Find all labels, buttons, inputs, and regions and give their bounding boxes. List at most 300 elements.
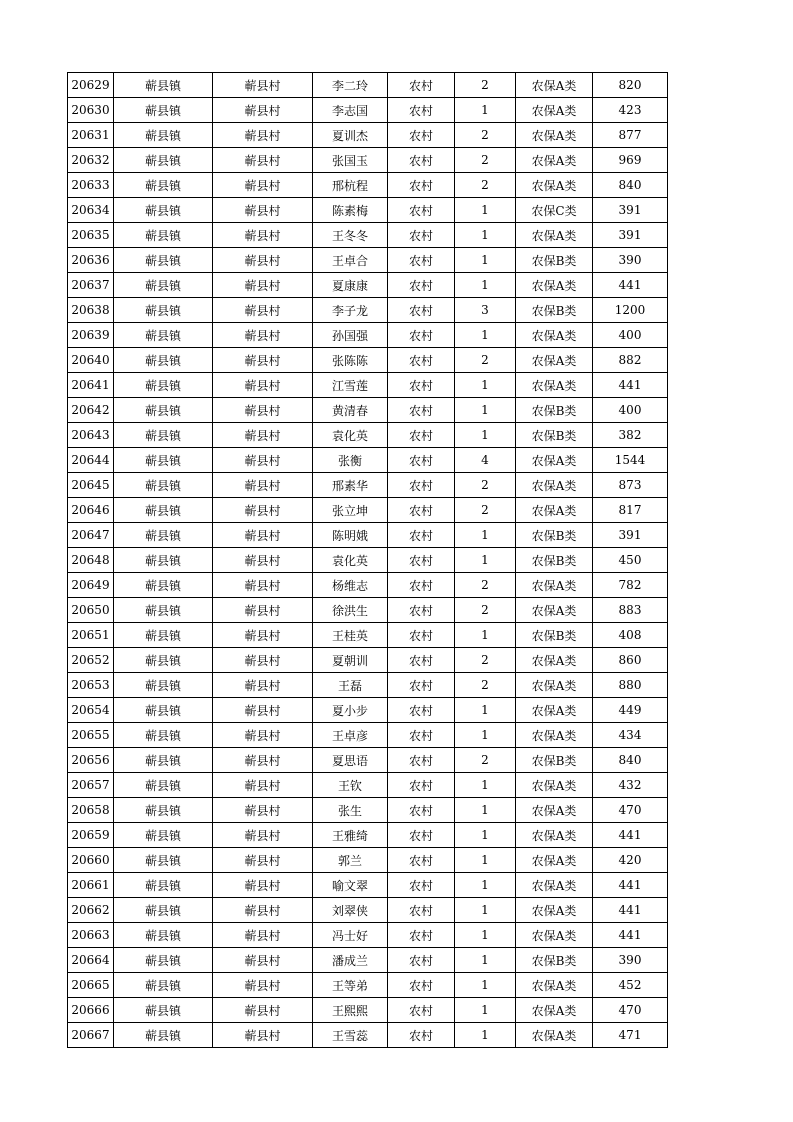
- name-cell: 夏朝训: [313, 648, 388, 673]
- village-cell: 蕲县村: [213, 498, 313, 523]
- town-cell: 蕲县镇: [114, 973, 213, 998]
- household-type-cell: 农村: [388, 648, 455, 673]
- member-count-cell: 2: [455, 498, 516, 523]
- name-cell: 冯士好: [313, 923, 388, 948]
- name-cell: 袁化英: [313, 548, 388, 573]
- record-id-cell: 20666: [68, 998, 114, 1023]
- household-type-cell: 农村: [388, 973, 455, 998]
- table-row: [68, 123, 668, 148]
- record-id-cell: 20634: [68, 198, 114, 223]
- member-count-cell: 2: [455, 573, 516, 598]
- household-type-cell: 农村: [388, 748, 455, 773]
- record-id-cell: 20648: [68, 548, 114, 573]
- town-cell: 蕲县镇: [114, 898, 213, 923]
- household-type-cell: 农村: [388, 198, 455, 223]
- insurance-class-cell: 农保B类: [516, 523, 593, 548]
- village-cell: 蕲县村: [213, 1023, 313, 1048]
- household-type-cell: 农村: [388, 373, 455, 398]
- town-cell: 蕲县镇: [114, 623, 213, 648]
- name-cell: 王等弟: [313, 973, 388, 998]
- member-count-cell: 1: [455, 723, 516, 748]
- town-cell: 蕲县镇: [114, 73, 213, 98]
- amount-cell: 441: [593, 373, 668, 398]
- household-type-cell: 农村: [388, 898, 455, 923]
- amount-cell: 820: [593, 73, 668, 98]
- village-cell: 蕲县村: [213, 423, 313, 448]
- member-count-cell: 1: [455, 523, 516, 548]
- name-cell: 夏训杰: [313, 123, 388, 148]
- name-cell: 王卓合: [313, 248, 388, 273]
- amount-cell: 423: [593, 98, 668, 123]
- member-count-cell: 1: [455, 248, 516, 273]
- record-id-cell: 20652: [68, 648, 114, 673]
- record-id-cell: 20632: [68, 148, 114, 173]
- member-count-cell: 2: [455, 73, 516, 98]
- household-type-cell: 农村: [388, 98, 455, 123]
- insurance-class-cell: 农保B类: [516, 548, 593, 573]
- town-cell: 蕲县镇: [114, 498, 213, 523]
- village-cell: 蕲县村: [213, 323, 313, 348]
- name-cell: 陈素梅: [313, 198, 388, 223]
- table-row: [68, 423, 668, 448]
- household-type-cell: 农村: [388, 598, 455, 623]
- record-id-cell: 20647: [68, 523, 114, 548]
- household-type-cell: 农村: [388, 473, 455, 498]
- name-cell: 夏思语: [313, 748, 388, 773]
- name-cell: 王冬冬: [313, 223, 388, 248]
- town-cell: 蕲县镇: [114, 548, 213, 573]
- record-id-cell: 20635: [68, 223, 114, 248]
- table-row: [68, 1023, 668, 1048]
- village-cell: 蕲县村: [213, 273, 313, 298]
- table-row: [68, 223, 668, 248]
- village-cell: 蕲县村: [213, 148, 313, 173]
- town-cell: 蕲县镇: [114, 248, 213, 273]
- town-cell: 蕲县镇: [114, 198, 213, 223]
- amount-cell: 400: [593, 398, 668, 423]
- insurance-class-cell: 农保A类: [516, 323, 593, 348]
- village-cell: 蕲县村: [213, 398, 313, 423]
- insurance-class-cell: 农保A类: [516, 273, 593, 298]
- amount-cell: 873: [593, 473, 668, 498]
- household-type-cell: 农村: [388, 623, 455, 648]
- town-cell: 蕲县镇: [114, 348, 213, 373]
- record-id-cell: 20641: [68, 373, 114, 398]
- amount-cell: 883: [593, 598, 668, 623]
- record-id-cell: 20631: [68, 123, 114, 148]
- household-type-cell: 农村: [388, 498, 455, 523]
- record-id-cell: 20638: [68, 298, 114, 323]
- insurance-class-cell: 农保A类: [516, 673, 593, 698]
- town-cell: 蕲县镇: [114, 298, 213, 323]
- village-cell: 蕲县村: [213, 898, 313, 923]
- town-cell: 蕲县镇: [114, 523, 213, 548]
- member-count-cell: 1: [455, 698, 516, 723]
- member-count-cell: 3: [455, 298, 516, 323]
- town-cell: 蕲县镇: [114, 473, 213, 498]
- name-cell: 张立坤: [313, 498, 388, 523]
- table-row: [68, 948, 668, 973]
- town-cell: 蕲县镇: [114, 723, 213, 748]
- amount-cell: 1544: [593, 448, 668, 473]
- town-cell: 蕲县镇: [114, 173, 213, 198]
- member-count-cell: 2: [455, 598, 516, 623]
- table-row: [68, 698, 668, 723]
- name-cell: 王钦: [313, 773, 388, 798]
- record-id-cell: 20646: [68, 498, 114, 523]
- member-count-cell: 1: [455, 798, 516, 823]
- name-cell: 张国玉: [313, 148, 388, 173]
- household-type-cell: 农村: [388, 848, 455, 873]
- name-cell: 夏康康: [313, 273, 388, 298]
- insurance-class-cell: 农保A类: [516, 223, 593, 248]
- insurance-class-cell: 农保A类: [516, 898, 593, 923]
- village-cell: 蕲县村: [213, 373, 313, 398]
- member-count-cell: 1: [455, 773, 516, 798]
- name-cell: 邢素华: [313, 473, 388, 498]
- village-cell: 蕲县村: [213, 973, 313, 998]
- table-row: [68, 73, 668, 98]
- name-cell: 黄清春: [313, 398, 388, 423]
- record-id-cell: 20665: [68, 973, 114, 998]
- record-id-cell: 20651: [68, 623, 114, 648]
- table-row: [68, 648, 668, 673]
- table-row: [68, 148, 668, 173]
- household-type-cell: 农村: [388, 698, 455, 723]
- member-count-cell: 1: [455, 548, 516, 573]
- member-count-cell: 1: [455, 423, 516, 448]
- town-cell: 蕲县镇: [114, 398, 213, 423]
- name-cell: 李志国: [313, 98, 388, 123]
- record-id-cell: 20639: [68, 323, 114, 348]
- table-row: [68, 848, 668, 873]
- household-type-cell: 农村: [388, 723, 455, 748]
- village-cell: 蕲县村: [213, 773, 313, 798]
- amount-cell: 470: [593, 798, 668, 823]
- insurance-class-cell: 农保A类: [516, 348, 593, 373]
- table-row: [68, 473, 668, 498]
- household-type-cell: 农村: [388, 423, 455, 448]
- member-count-cell: 2: [455, 473, 516, 498]
- member-count-cell: 1: [455, 873, 516, 898]
- village-cell: 蕲县村: [213, 873, 313, 898]
- amount-cell: 390: [593, 248, 668, 273]
- insurance-class-cell: 农保A类: [516, 573, 593, 598]
- table-row: [68, 523, 668, 548]
- amount-cell: 441: [593, 823, 668, 848]
- member-count-cell: 1: [455, 373, 516, 398]
- amount-cell: 441: [593, 873, 668, 898]
- village-cell: 蕲县村: [213, 798, 313, 823]
- amount-cell: 882: [593, 348, 668, 373]
- insurance-class-cell: 农保C类: [516, 198, 593, 223]
- record-id-cell: 20659: [68, 823, 114, 848]
- table-row: [68, 773, 668, 798]
- table-row: [68, 598, 668, 623]
- amount-cell: 817: [593, 498, 668, 523]
- village-cell: 蕲县村: [213, 198, 313, 223]
- amount-cell: 441: [593, 898, 668, 923]
- table-body: [68, 73, 668, 1048]
- village-cell: 蕲县村: [213, 848, 313, 873]
- amount-cell: 969: [593, 148, 668, 173]
- village-cell: 蕲县村: [213, 698, 313, 723]
- town-cell: 蕲县镇: [114, 448, 213, 473]
- household-type-cell: 农村: [388, 248, 455, 273]
- record-id-cell: 20636: [68, 248, 114, 273]
- town-cell: 蕲县镇: [114, 98, 213, 123]
- record-id-cell: 20653: [68, 673, 114, 698]
- insurance-class-cell: 农保A类: [516, 798, 593, 823]
- member-count-cell: 1: [455, 923, 516, 948]
- record-id-cell: 20637: [68, 273, 114, 298]
- insurance-class-cell: 农保A类: [516, 723, 593, 748]
- town-cell: 蕲县镇: [114, 573, 213, 598]
- household-type-cell: 农村: [388, 573, 455, 598]
- town-cell: 蕲县镇: [114, 373, 213, 398]
- town-cell: 蕲县镇: [114, 673, 213, 698]
- insurance-class-cell: 农保A类: [516, 448, 593, 473]
- amount-cell: 441: [593, 273, 668, 298]
- town-cell: 蕲县镇: [114, 648, 213, 673]
- household-type-cell: 农村: [388, 523, 455, 548]
- record-id-cell: 20663: [68, 923, 114, 948]
- insurance-class-cell: 农保B类: [516, 298, 593, 323]
- village-cell: 蕲县村: [213, 98, 313, 123]
- member-count-cell: 2: [455, 648, 516, 673]
- amount-cell: 420: [593, 848, 668, 873]
- name-cell: 江雪莲: [313, 373, 388, 398]
- table-row: [68, 623, 668, 648]
- village-cell: 蕲县村: [213, 523, 313, 548]
- household-type-cell: 农村: [388, 998, 455, 1023]
- table-row: [68, 348, 668, 373]
- insurance-class-cell: 农保A类: [516, 923, 593, 948]
- insurance-class-cell: 农保B类: [516, 398, 593, 423]
- table-row: [68, 448, 668, 473]
- record-id-cell: 20643: [68, 423, 114, 448]
- household-type-cell: 农村: [388, 148, 455, 173]
- record-id-cell: 20660: [68, 848, 114, 873]
- member-count-cell: 2: [455, 348, 516, 373]
- village-cell: 蕲县村: [213, 823, 313, 848]
- name-cell: 杨维志: [313, 573, 388, 598]
- insurance-class-cell: 农保A类: [516, 598, 593, 623]
- household-type-cell: 农村: [388, 448, 455, 473]
- name-cell: 王磊: [313, 673, 388, 698]
- amount-cell: 449: [593, 698, 668, 723]
- data-table: [67, 72, 668, 1048]
- insurance-class-cell: 农保A类: [516, 98, 593, 123]
- household-type-cell: 农村: [388, 548, 455, 573]
- table-row: [68, 748, 668, 773]
- table-row: [68, 323, 668, 348]
- insurance-class-cell: 农保A类: [516, 998, 593, 1023]
- insurance-class-cell: 农保A类: [516, 473, 593, 498]
- table-row: [68, 298, 668, 323]
- record-id-cell: 20661: [68, 873, 114, 898]
- household-type-cell: 农村: [388, 73, 455, 98]
- name-cell: 张陈陈: [313, 348, 388, 373]
- member-count-cell: 1: [455, 898, 516, 923]
- amount-cell: 880: [593, 673, 668, 698]
- household-type-cell: 农村: [388, 823, 455, 848]
- member-count-cell: 2: [455, 123, 516, 148]
- member-count-cell: 1: [455, 823, 516, 848]
- table-row: [68, 198, 668, 223]
- village-cell: 蕲县村: [213, 548, 313, 573]
- village-cell: 蕲县村: [213, 673, 313, 698]
- amount-cell: 470: [593, 998, 668, 1023]
- table-row: [68, 273, 668, 298]
- amount-cell: 432: [593, 773, 668, 798]
- village-cell: 蕲县村: [213, 598, 313, 623]
- insurance-class-cell: 农保A类: [516, 148, 593, 173]
- amount-cell: 408: [593, 623, 668, 648]
- amount-cell: 452: [593, 973, 668, 998]
- household-type-cell: 农村: [388, 1023, 455, 1048]
- name-cell: 夏小步: [313, 698, 388, 723]
- village-cell: 蕲县村: [213, 123, 313, 148]
- village-cell: 蕲县村: [213, 948, 313, 973]
- insurance-class-cell: 农保A类: [516, 973, 593, 998]
- table-row: [68, 498, 668, 523]
- town-cell: 蕲县镇: [114, 148, 213, 173]
- record-id-cell: 20650: [68, 598, 114, 623]
- amount-cell: 391: [593, 523, 668, 548]
- name-cell: 袁化英: [313, 423, 388, 448]
- household-type-cell: 农村: [388, 798, 455, 823]
- amount-cell: 400: [593, 323, 668, 348]
- town-cell: 蕲县镇: [114, 423, 213, 448]
- village-cell: 蕲县村: [213, 223, 313, 248]
- amount-cell: 471: [593, 1023, 668, 1048]
- household-type-cell: 农村: [388, 873, 455, 898]
- village-cell: 蕲县村: [213, 248, 313, 273]
- town-cell: 蕲县镇: [114, 823, 213, 848]
- record-id-cell: 20667: [68, 1023, 114, 1048]
- town-cell: 蕲县镇: [114, 1023, 213, 1048]
- name-cell: 张衡: [313, 448, 388, 473]
- insurance-class-cell: 农保A类: [516, 498, 593, 523]
- insurance-class-cell: 农保A类: [516, 173, 593, 198]
- town-cell: 蕲县镇: [114, 923, 213, 948]
- table-row: [68, 248, 668, 273]
- town-cell: 蕲县镇: [114, 873, 213, 898]
- record-id-cell: 20630: [68, 98, 114, 123]
- table-row: [68, 673, 668, 698]
- insurance-class-cell: 农保B类: [516, 623, 593, 648]
- member-count-cell: 2: [455, 748, 516, 773]
- member-count-cell: 1: [455, 198, 516, 223]
- member-count-cell: 1: [455, 948, 516, 973]
- table-row: [68, 973, 668, 998]
- town-cell: 蕲县镇: [114, 998, 213, 1023]
- name-cell: 陈明娥: [313, 523, 388, 548]
- name-cell: 王雅绮: [313, 823, 388, 848]
- town-cell: 蕲县镇: [114, 123, 213, 148]
- household-type-cell: 农村: [388, 923, 455, 948]
- village-cell: 蕲县村: [213, 448, 313, 473]
- table-row: [68, 798, 668, 823]
- member-count-cell: 1: [455, 848, 516, 873]
- member-count-cell: 4: [455, 448, 516, 473]
- name-cell: 王桂英: [313, 623, 388, 648]
- table-row: [68, 548, 668, 573]
- record-id-cell: 20662: [68, 898, 114, 923]
- name-cell: 王雪蕊: [313, 1023, 388, 1048]
- record-id-cell: 20645: [68, 473, 114, 498]
- amount-cell: 840: [593, 173, 668, 198]
- name-cell: 潘成兰: [313, 948, 388, 973]
- insurance-class-cell: 农保A类: [516, 1023, 593, 1048]
- member-count-cell: 1: [455, 973, 516, 998]
- member-count-cell: 2: [455, 673, 516, 698]
- village-cell: 蕲县村: [213, 173, 313, 198]
- insurance-class-cell: 农保A类: [516, 373, 593, 398]
- table-row: [68, 398, 668, 423]
- name-cell: 喻文翠: [313, 873, 388, 898]
- member-count-cell: 1: [455, 223, 516, 248]
- member-count-cell: 1: [455, 323, 516, 348]
- amount-cell: 860: [593, 648, 668, 673]
- amount-cell: 434: [593, 723, 668, 748]
- table-row: [68, 173, 668, 198]
- household-type-cell: 农村: [388, 223, 455, 248]
- village-cell: 蕲县村: [213, 723, 313, 748]
- insurance-class-cell: 农保B类: [516, 748, 593, 773]
- town-cell: 蕲县镇: [114, 598, 213, 623]
- insurance-class-cell: 农保B类: [516, 948, 593, 973]
- village-cell: 蕲县村: [213, 623, 313, 648]
- household-type-cell: 农村: [388, 298, 455, 323]
- household-type-cell: 农村: [388, 173, 455, 198]
- household-type-cell: 农村: [388, 948, 455, 973]
- household-type-cell: 农村: [388, 273, 455, 298]
- town-cell: 蕲县镇: [114, 773, 213, 798]
- record-id-cell: 20655: [68, 723, 114, 748]
- table-row: [68, 823, 668, 848]
- record-id-cell: 20658: [68, 798, 114, 823]
- household-type-cell: 农村: [388, 348, 455, 373]
- insurance-class-cell: 农保A类: [516, 698, 593, 723]
- table-row: [68, 723, 668, 748]
- member-count-cell: 1: [455, 623, 516, 648]
- insurance-class-cell: 农保A类: [516, 773, 593, 798]
- household-type-cell: 农村: [388, 123, 455, 148]
- amount-cell: 391: [593, 223, 668, 248]
- amount-cell: 840: [593, 748, 668, 773]
- table-row: [68, 998, 668, 1023]
- member-count-cell: 2: [455, 173, 516, 198]
- record-id-cell: 20629: [68, 73, 114, 98]
- town-cell: 蕲县镇: [114, 223, 213, 248]
- table-row: [68, 573, 668, 598]
- record-id-cell: 20649: [68, 573, 114, 598]
- town-cell: 蕲县镇: [114, 323, 213, 348]
- insurance-class-cell: 农保A类: [516, 873, 593, 898]
- record-id-cell: 20654: [68, 698, 114, 723]
- record-id-cell: 20642: [68, 398, 114, 423]
- name-cell: 郭兰: [313, 848, 388, 873]
- member-count-cell: 1: [455, 398, 516, 423]
- amount-cell: 1200: [593, 298, 668, 323]
- amount-cell: 441: [593, 923, 668, 948]
- member-count-cell: 2: [455, 148, 516, 173]
- amount-cell: 877: [593, 123, 668, 148]
- insurance-class-cell: 农保A类: [516, 848, 593, 873]
- insurance-class-cell: 农保A类: [516, 648, 593, 673]
